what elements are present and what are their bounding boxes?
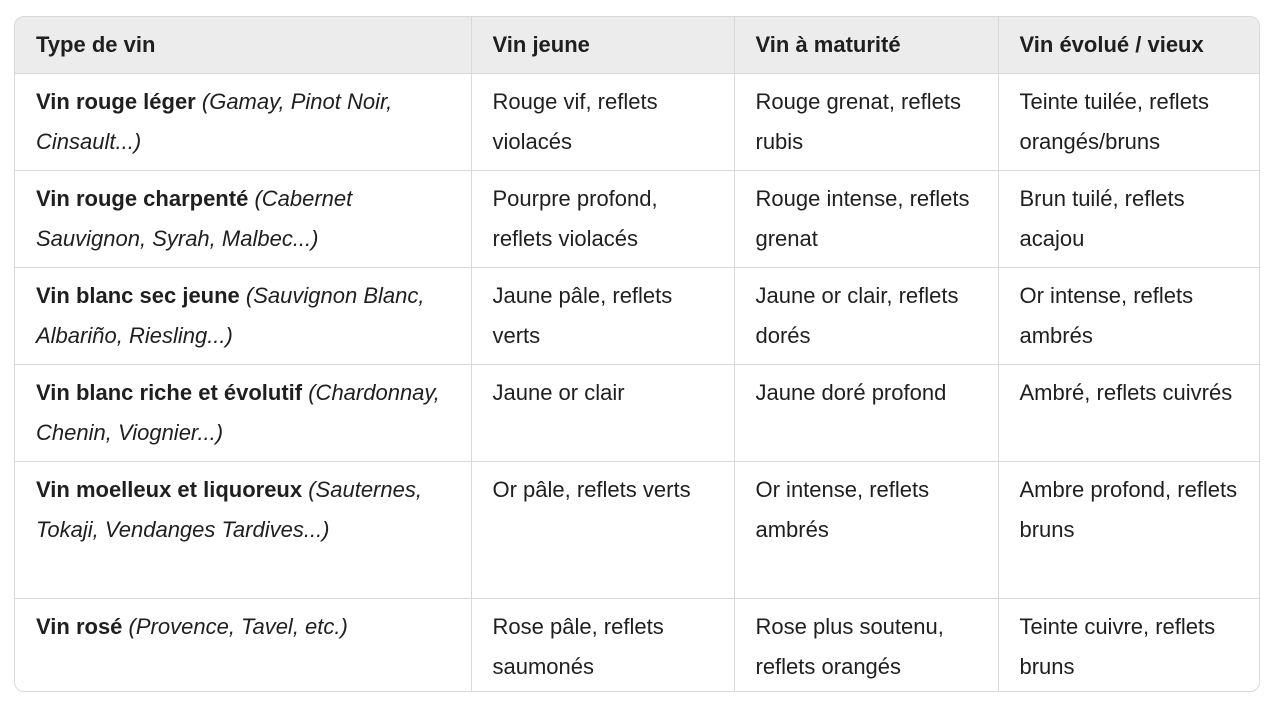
wine-type-name: Vin moelleux et liquoreux: [36, 477, 303, 502]
young-cell: Rouge vif, reflets violacés: [471, 74, 734, 171]
wine-type-name: Vin rosé: [36, 614, 123, 639]
wine-type-cell: [15, 462, 471, 599]
old-cell: Ambre profond, reflets bruns: [998, 462, 1260, 599]
wine-type-examples: (Sauternes, Tokaji, Vendanges Tardives...): [36, 477, 422, 542]
young-cell: Or pâle, reflets verts: [471, 462, 734, 599]
wine-type-examples: (Sauvignon Blanc, Albariño, Riesling...): [36, 283, 425, 348]
wine-type-name: Vin blanc riche et évolutif: [36, 380, 303, 405]
mature-cell: Rose plus soutenu, reflets orangés: [734, 599, 998, 693]
wine-type-cell: [15, 365, 471, 462]
header-mature: Vin à maturité: [734, 17, 998, 74]
old-cell: Brun tuilé, reflets acajou: [998, 171, 1260, 268]
table-row: [15, 268, 1260, 365]
wine-type-examples: (Cabernet Sauvignon, Syrah, Malbec...): [36, 186, 353, 251]
wine-type-cell: [15, 171, 471, 268]
table-row: [15, 365, 1260, 462]
header-type: Type de vin: [15, 17, 471, 74]
wine-type-cell: [15, 599, 471, 693]
young-cell: Rose pâle, reflets saumonés: [471, 599, 734, 693]
header-young: Vin jeune: [471, 17, 734, 74]
table-row: [15, 462, 1260, 599]
mature-cell: Rouge grenat, reflets rubis: [734, 74, 998, 171]
wine-type-examples: (Gamay, Pinot Noir, Cinsault...): [36, 89, 393, 154]
wine-type-name: Vin blanc sec jeune: [36, 283, 240, 308]
old-cell: Or intense, reflets ambrés: [998, 268, 1260, 365]
young-cell: Jaune or clair: [471, 365, 734, 462]
old-cell: Teinte tuilée, reflets orangés/bruns: [998, 74, 1260, 171]
old-cell: Teinte cuivre, reflets bruns: [1019, 614, 1216, 679]
table-row: [15, 74, 1260, 171]
mature-cell: Jaune doré profond: [734, 365, 998, 462]
header-old: Vin évolué / vieux: [998, 17, 1260, 74]
mature-cell: Or intense, reflets ambrés: [734, 462, 998, 599]
table-row: [15, 599, 1260, 693]
old-cell: Ambré, reflets cuivrés: [998, 365, 1260, 462]
wine-type-cell: [15, 268, 471, 365]
young-cell: Pourpre profond, reflets violacés: [471, 171, 734, 268]
table-header: [15, 17, 1260, 74]
mature-cell: Rouge intense, reflets grenat: [734, 171, 998, 268]
wine-type-name: Vin rouge léger: [36, 89, 196, 114]
wine-type-examples: (Provence, Tavel, etc.): [128, 614, 348, 639]
mature-cell: Jaune or clair, reflets dorés: [734, 268, 998, 365]
wine-color-table-container: [14, 16, 1260, 692]
table-body: [15, 74, 1260, 693]
header-row: [15, 17, 1260, 74]
wine-type-cell: [15, 74, 471, 171]
wine-type-name: Vin rouge charpenté: [36, 186, 249, 211]
wine-color-table: [15, 17, 1260, 692]
table-row: [15, 171, 1260, 268]
wine-type-examples: (Chardonnay, Chenin, Viognier...): [36, 380, 440, 445]
young-cell: Jaune pâle, reflets verts: [471, 268, 734, 365]
